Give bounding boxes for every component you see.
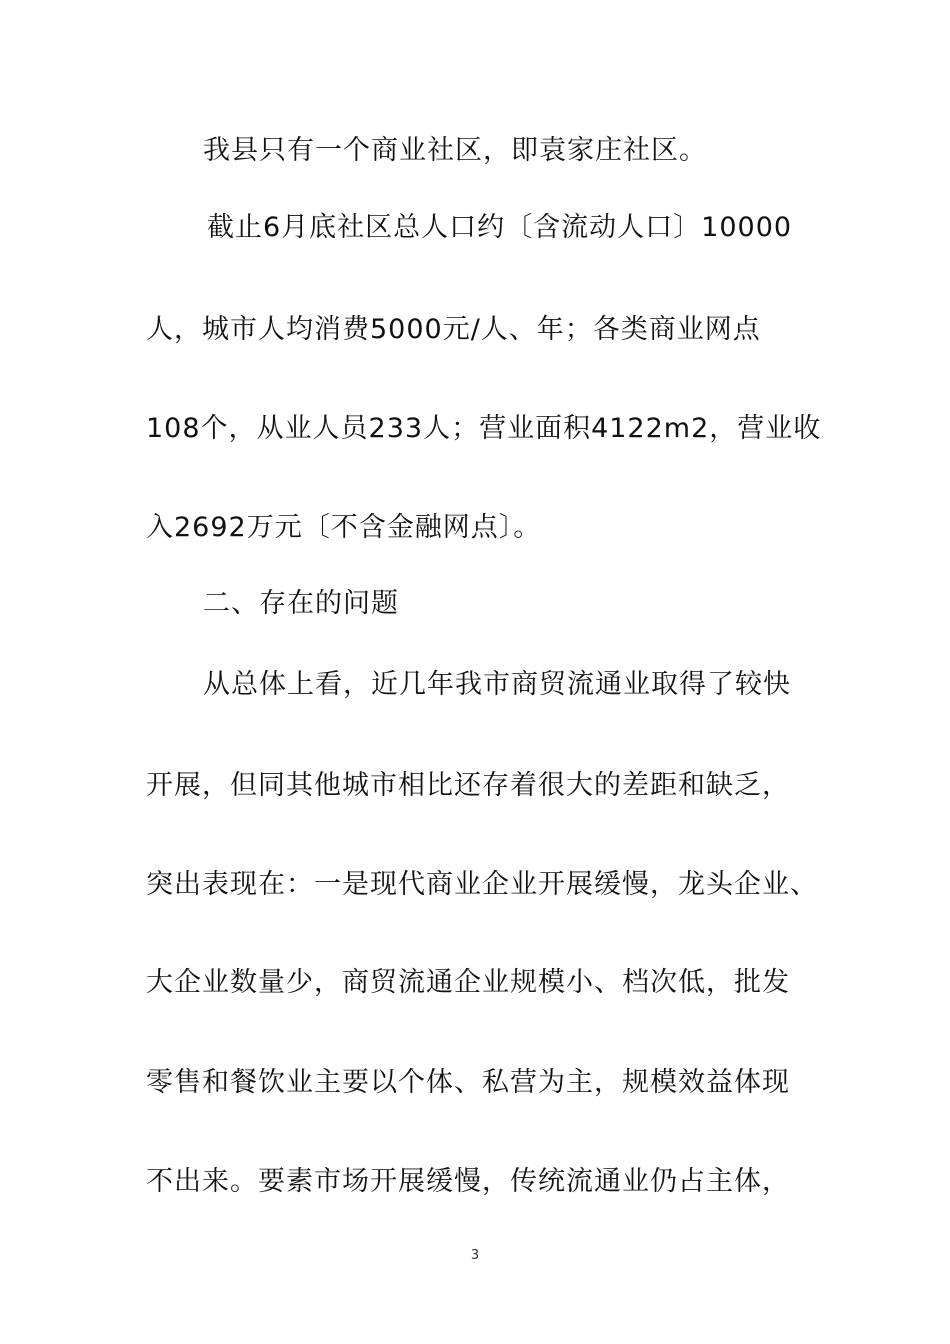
page-number: 3 (470, 1248, 480, 1263)
paragraph-line: 我县只有一个商业社区，即袁家庄社区。 (203, 135, 707, 166)
paragraph-line: 从总体上看，近几年我市商贸流通业取得了较快 (203, 669, 791, 700)
section-heading: 二、存在的问题 (203, 588, 399, 619)
paragraph-line: 截止6月底社区总人口约〔含流动人口〕10000 (207, 212, 793, 243)
paragraph-line: 人，城市人均消费5000元/人、年；各类商业网点 (146, 314, 761, 345)
paragraph-line: 大企业数量少，商贸流通企业规模小、档次低，批发 (146, 967, 790, 998)
paragraph-line: 突出表现在：一是现代商业企业开展缓慢，龙头企业、 (146, 869, 818, 900)
paragraph-line: 开展，但同其他城市相比还存着很大的差距和缺乏， (146, 770, 790, 801)
paragraph-line: 入2692万元〔不含金融网点〕。 (146, 512, 542, 543)
paragraph-line: 零售和餐饮业主要以个体、私营为主，规模效益体现 (146, 1067, 790, 1098)
paragraph-line: 不出来。要素市场开展缓慢，传统流通业仍占主体， (146, 1166, 790, 1197)
paragraph-line: 108个，从业人员233人；营业面积4122m2，营业收 (146, 413, 822, 444)
